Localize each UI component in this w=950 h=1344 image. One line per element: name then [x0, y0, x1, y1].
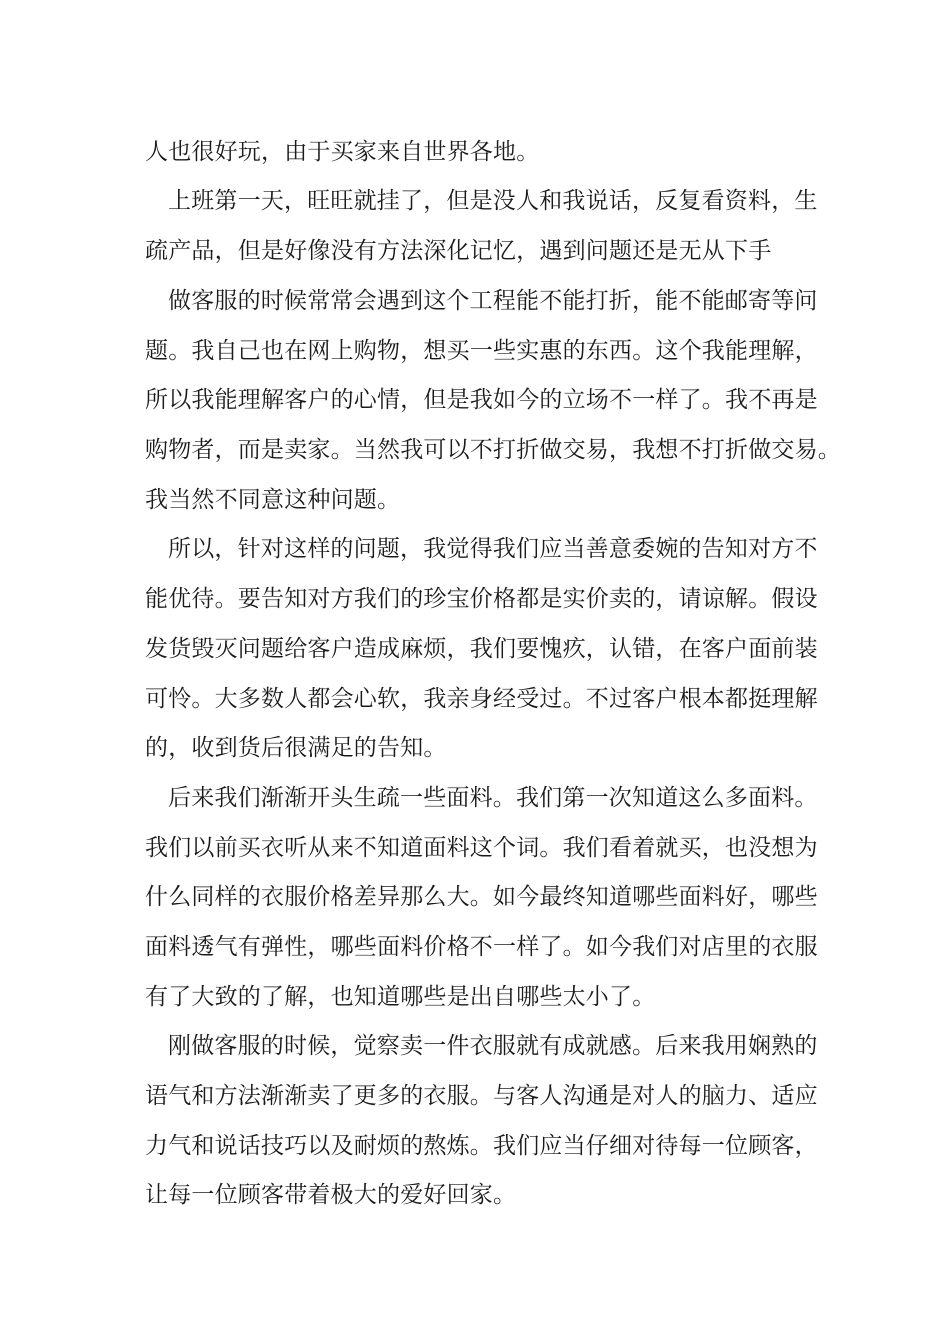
text-line: 什么同样的衣服价格差异那么大。如今最终知道哪些面料好，哪些 [145, 884, 818, 910]
text-line: 语气和方法渐渐卖了更多的衣服。与客人沟通是对人的脑力、适应 [145, 1083, 818, 1109]
paragraph-first-line: 刚做客服的时候，觉察卖一件衣服就有成就感。后来我用娴熟的 [168, 1033, 818, 1059]
paragraph-first-line: 后来我们渐渐开头生疏一些面料。我们第一次知道这么多面料。 [168, 785, 818, 811]
text-line: 面料透气有弹性，哪些面料价格不一样了。如今我们对店里的衣服 [145, 934, 818, 960]
paragraph-first-line: 上班第一天，旺旺就挂了，但是没人和我说话，反复看资料，生 [168, 188, 818, 214]
text-line: 我当然不同意这种问题。 [145, 487, 401, 513]
text-line: 的，收到货后很满足的告知。 [145, 735, 447, 761]
text-line: 题。我自己也在网上购物，想买一些实惠的东西。这个我能理解， [145, 338, 818, 364]
text-line: 力气和说话技巧以及耐烦的熬炼。我们应当仔细对待每一位顾客， [145, 1133, 818, 1159]
text-line: 发货毁灭问题给客户造成麻烦，我们要愧疚，认错，在客户面前装 [145, 636, 818, 662]
text-line: 让每一位顾客带着极大的爱好回家。 [145, 1182, 517, 1208]
text-line: 我们以前买衣听从来不知道面料这个词。我们看着就买，也没想为 [145, 835, 818, 861]
text-line: 疏产品，但是好像没有方法深化记忆，遇到问题还是无从下手 [145, 238, 772, 264]
text-line: 所以我能理解客户的心情，但是我如今的立场不一样了。我不再是 [145, 387, 818, 413]
text-line: 能优待。要告知对方我们的珍宝价格都是实价卖的，请谅解。假设 [145, 586, 818, 612]
paragraph-first-line: 所以，针对这样的问题，我觉得我们应当善意委婉的告知对方不 [168, 536, 818, 562]
text-line: 购物者，而是卖家。当然我可以不打折做交易，我想不打折做交易。 [145, 437, 841, 463]
text-line: 有了大致的了解，也知道哪些是出自哪些太小了。 [145, 984, 656, 1010]
text-line: 人也很好玩，由于买家来自世界各地。 [145, 139, 540, 165]
text-line: 可怜。大多数人都会心软，我亲身经受过。不过客户根本都挺理解 [145, 686, 818, 712]
paragraph-first-line: 做客服的时候常常会遇到这个工程能不能打折，能不能邮寄等问 [168, 288, 818, 314]
